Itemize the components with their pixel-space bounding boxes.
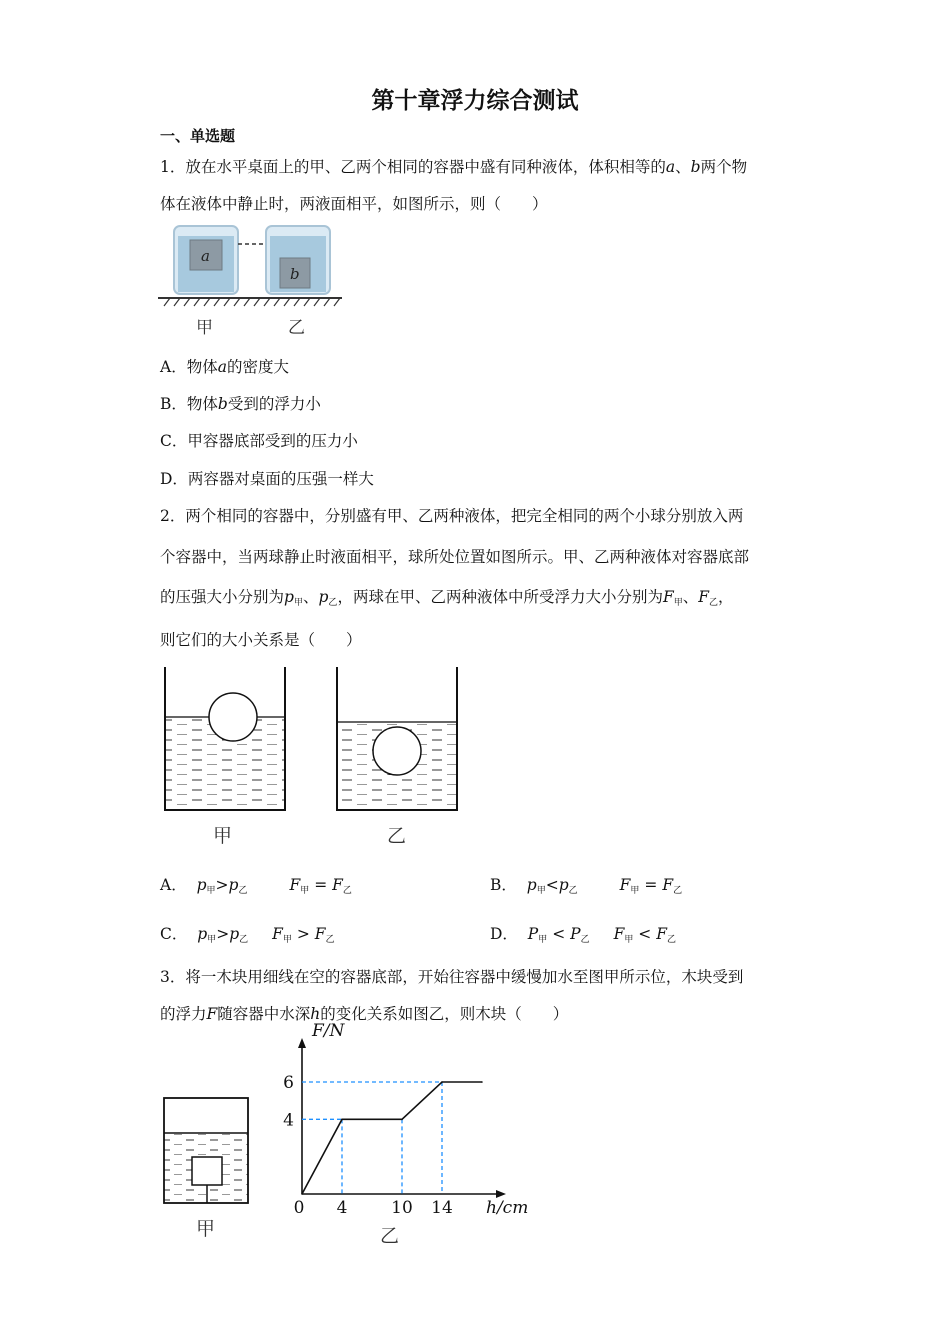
q1-option-d[interactable]: D．两容器对桌面的压强一样大: [160, 470, 374, 488]
container-yi: [337, 667, 457, 810]
ball-yi: [373, 727, 421, 775]
q3-container-figure: [160, 1095, 255, 1245]
q2-option-b[interactable]: B． $p_甲<p_乙$ $F_甲 = F_乙$: [490, 876, 683, 896]
wood-block: [192, 1157, 222, 1185]
q2-option-c[interactable]: C． $p_甲>p_乙$ $F_甲 > F_乙$: [160, 925, 335, 945]
y-tick-label: 4: [283, 1110, 294, 1131]
y-tick-label: 6: [283, 1073, 294, 1093]
data-point: [481, 1081, 483, 1083]
q1-var-b: b: [690, 158, 701, 176]
x-tick-label: 14: [431, 1198, 453, 1218]
q2-figure: [160, 665, 470, 850]
data-line: [302, 1082, 482, 1194]
x-tick-label: 4: [336, 1198, 348, 1218]
q2-option-d[interactable]: D． $P_甲 < P_乙$ $F_甲 < F_乙$: [490, 925, 677, 945]
fig-label-yi: 乙: [288, 318, 305, 338]
fig-label-jia: 甲: [196, 318, 213, 338]
q3-line2: 的浮力F随容器中水深h的变化关系如图乙，则木块（ ）: [160, 1005, 569, 1023]
q2-option-a[interactable]: A． $p_甲>p_乙$ $F_甲 = F_乙$: [160, 876, 352, 896]
q1-text-a: 1．放在水平桌面上的甲、乙两个相同的容器中盛有同种液体，体积相等的: [160, 158, 666, 176]
label-b: b: [290, 265, 300, 283]
q2-line2: 个容器中，当两球静止时液面相平，球所处位置如图所示。甲、乙两种液体对容器底部: [160, 548, 750, 566]
q2-line4: 则它们的大小关系是（ ）: [160, 631, 362, 649]
q1-var-a: a: [665, 158, 676, 176]
q1-option-b[interactable]: B．物体b受到的浮力小: [160, 395, 321, 413]
data-point: [341, 1119, 343, 1121]
fig-label-jia: 甲: [196, 1218, 216, 1240]
table-hatch: [164, 298, 340, 306]
q1-figure: [158, 222, 348, 340]
q2-line3: 的压强大小分别为$p_甲$、$p_乙$，两球在甲、乙两种液体中所受浮力大小分别为$F_甲$、$F_乙$，: [160, 588, 734, 608]
fig-label-yi: 乙: [380, 1225, 400, 1247]
data-point: [441, 1081, 443, 1083]
q1-line2: 体在液体中静止时，两液面相平，如图所示，则（ ）: [160, 195, 548, 213]
data-point: [401, 1119, 403, 1121]
q1-option-c[interactable]: C．甲容器底部受到的压力小: [160, 432, 358, 450]
q1-line1: [160, 155, 747, 177]
page-title: 第十章浮力综合测试: [371, 88, 579, 114]
fig-label-yi: 乙: [387, 825, 407, 847]
q3-chart: [280, 1021, 530, 1250]
q1-text-b: 两个物: [700, 158, 748, 176]
q1-sep: 、: [675, 158, 691, 176]
ball-jia: [209, 693, 257, 741]
q1-option-a[interactable]: A．物体a的密度大: [160, 358, 289, 376]
beaker-jia: [174, 226, 238, 294]
origin-label: 0: [293, 1198, 305, 1218]
beaker-yi: [266, 226, 330, 294]
data-point: [301, 1193, 303, 1195]
fig-label-jia: 甲: [213, 825, 233, 847]
x-tick-label: 10: [391, 1198, 413, 1218]
q2-line1: 2．两个相同的容器中，分别盛有甲、乙两种液体，把完全相同的两个小球分别放入两: [160, 507, 744, 525]
container-jia: [165, 667, 285, 810]
x-axis-arrow: [496, 1190, 506, 1198]
y-axis-arrow: [298, 1038, 306, 1048]
x-axis-label: h/cm: [486, 1198, 529, 1218]
q3-line1: 3．将一木块用细线在空的容器底部，开始往容器中缓慢加水至图甲所示位，木块受到: [160, 968, 744, 986]
y-axis-label: F/N: [312, 1021, 345, 1041]
label-a: a: [201, 247, 210, 265]
section-heading: 一、单选题: [160, 127, 236, 145]
